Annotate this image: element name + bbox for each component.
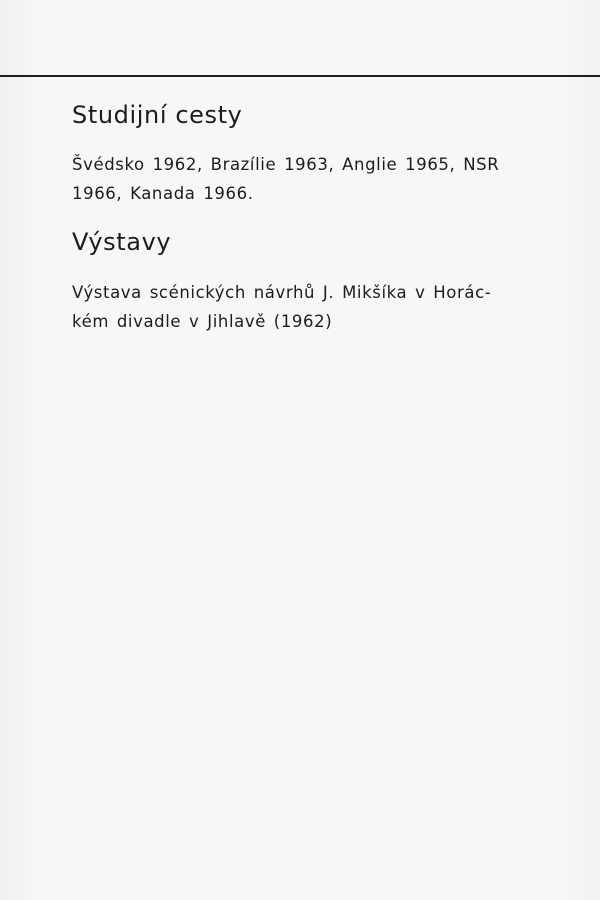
paragraph-line: kém divadle v Jihlavě (1962) [72, 312, 333, 331]
section-heading-study-trips: Studijní cesty [72, 101, 243, 129]
top-rule [0, 75, 600, 77]
paragraph-line: 1966, Kanada 1966. [72, 184, 254, 203]
paragraph-line: Výstava scénických návrhů J. Mikšíka v Horác- [72, 283, 492, 302]
exhibitions-paragraph [72, 278, 542, 336]
study-trips-paragraph [72, 150, 542, 208]
section-heading-exhibitions: Výstavy [72, 228, 172, 256]
paragraph-line: Švédsko 1962, Brazílie 1963, Anglie 1965, NSR [72, 155, 500, 174]
